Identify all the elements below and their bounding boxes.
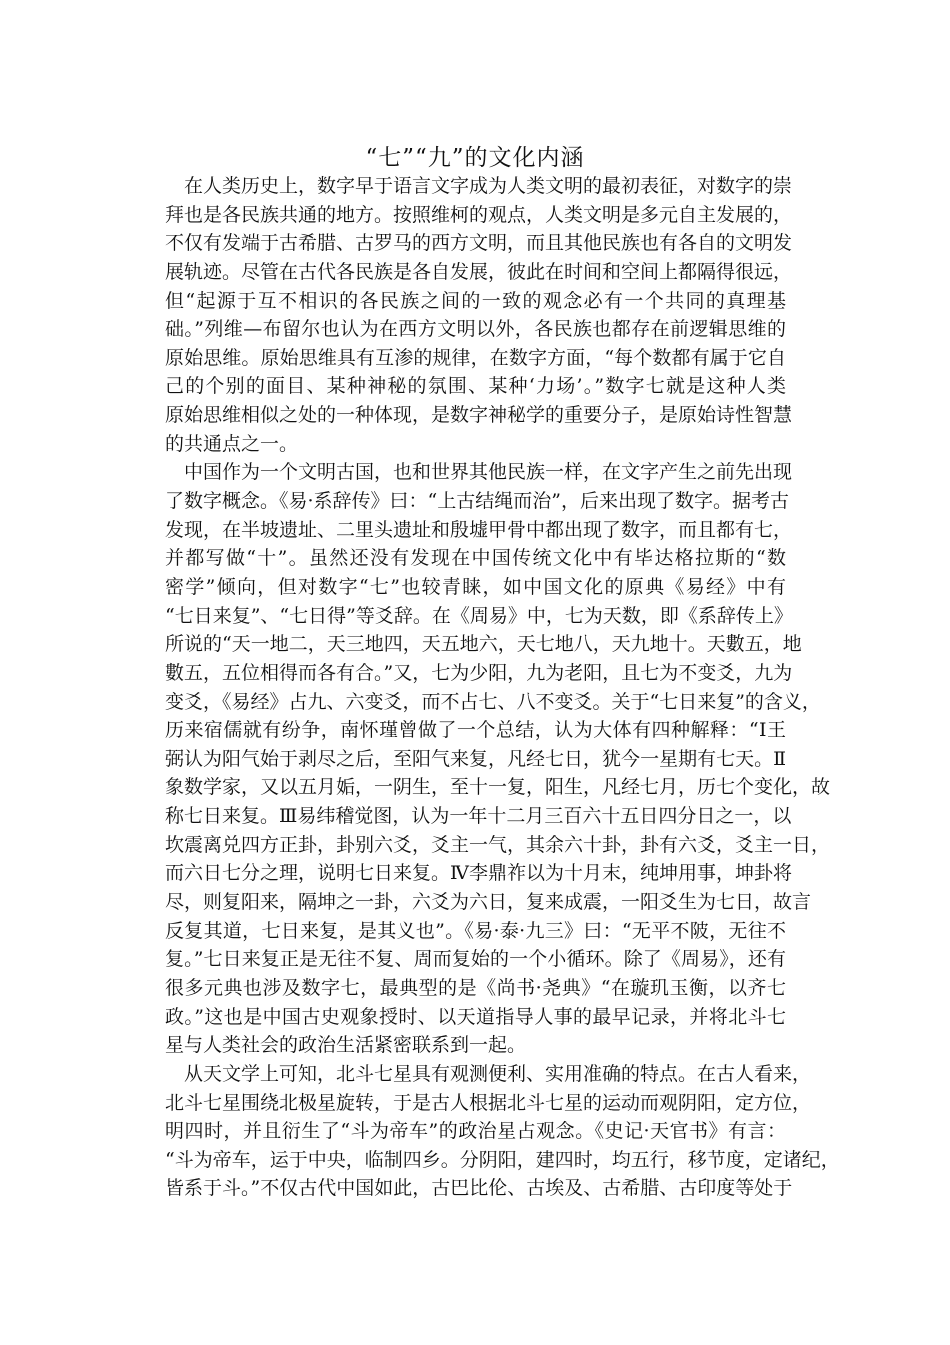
text-line: 反复其道，七日来复，是其义也”。《易·泰·九三》曰：“无平不陂，无往不 — [165, 919, 786, 942]
text-line: 密学”倾向，但对数字“七”也较青睐，如中国文化的原典《易经》中有 — [165, 575, 786, 598]
text-line: 变爻，《易经》占九、六变爻，而不占七、八不变爻。关于“七日来复”的含义， — [165, 690, 821, 713]
paragraph — [165, 1060, 840, 1203]
text-line: 數五，五位相得而各有合。”又，七为少阳，九为老阳，且七为不变爻，九为 — [165, 661, 793, 684]
paragraph — [165, 172, 793, 458]
text-line: “七日来复”、“七日得”等爻辞。在《周易》中，七为天数，即《系辞传上》 — [165, 604, 793, 627]
document-title: “七”“九”的文化内涵 — [365, 145, 585, 171]
text-line: 北斗七星围绕北极星旋转，于是古人根据北斗七星的运动而观阴阳，定方位， — [165, 1091, 812, 1114]
text-line: 弼认为阳气始于剥尽之后，至阳气来复，凡经七日，犹今一星期有七天。Ⅱ — [165, 747, 786, 770]
text-line: 坎震离兑四方正卦，卦别六爻，爻主一气，其余六十卦，卦有六爻，爻主一日， — [165, 833, 831, 856]
text-line: 原始思维相似之处的一种体现，是数字神秘学的重要分子，是原始诗性智慧 — [165, 404, 793, 427]
document-body — [165, 172, 840, 1203]
text-line: 展轨迹。尽管在古代各民族是各自发展，彼此在时间和空间上都隔得很远， — [165, 260, 793, 283]
text-line: 历来宿儒就有纷争，南怀瑾曾做了一个总结，认为大体有四种解释：“Ⅰ王 — [165, 719, 786, 742]
text-line: 了数字概念。《易·系辞传》曰：“上古结绳而治”，后来出现了数字。据考古 — [165, 490, 789, 513]
text-line: 在人类历史上，数字早于语言文字成为人类文明的最初表征，对数字的崇 — [165, 175, 793, 197]
text-line: “斗为帝车，运于中央，临制四乡。分阴阳，建四时，均五行，移节度，定诸纪， — [165, 1148, 840, 1171]
text-line: 称七日来复。Ⅲ易纬稽觉图，认为一年十二月三百六十五日四分日之一，以 — [165, 805, 792, 828]
text-line: 并都写做“十”。虽然还没有发现在中国传统文化中有毕达格拉斯的“数 — [165, 547, 786, 570]
text-line: 础。”列维—布留尔也认为在西方文明以外，各民族也都存在前逻辑思维的 — [165, 318, 786, 341]
text-line: 的共通点之一。 — [165, 432, 299, 455]
text-line: 明四时，并且衍生了“斗为帝车”的政治星占观念。《史记·天官书》有言： — [165, 1120, 786, 1143]
text-line: 星与人类社会的政治生活紧密联系到一起。 — [165, 1034, 527, 1057]
text-line: 但“起源于互不相识的各民族之间的一致的观念必有一个共同的真理基 — [165, 289, 786, 312]
text-line: 很多元典也涉及数字七，最典型的是《尚书·尧典》“在璇玑玉衡，以齐七 — [165, 976, 786, 999]
text-line: 复。”七日来复正是无往不复、周而复始的一个小循环。除了《周易》，还有 — [165, 948, 786, 971]
text-line: 不仅有发端于古希腊、古罗马的西方文明，而且其他民族也有各自的文明发 — [165, 232, 793, 255]
text-line: 原始思维。原始思维具有互渗的规律，在数字方面，“每个数都有属于它自 — [165, 346, 786, 369]
text-line: 中国作为一个文明古国，也和世界其他民族一样，在文字产生之前先出现 — [165, 461, 793, 484]
text-line: 所说的“天一地二，天三地四，天五地六，天七地八，天九地十。天數五，地 — [165, 633, 802, 656]
text-line: 己的个别的面目、某种神秘的氛围、某种‘力场’。”数字七就是这种人类 — [165, 375, 786, 398]
paragraph — [165, 458, 831, 1059]
text-line: 从天文学上可知，北斗七星具有观测便利、实用准确的特点。在古人看来， — [165, 1062, 812, 1085]
text-line: 发现，在半坡遗址、二里头遗址和殷墟甲骨中都出现了数字，而且都有七， — [165, 518, 793, 541]
text-line: 皆系于斗。”不仅古代中国如此，古巴比伦、古埃及、古希腊、古印度等处于 — [165, 1177, 793, 1200]
text-line: 象数学家，又以五月姤，一阴生，至十一复，阳生，凡经七月，历七个变化，故 — [165, 776, 831, 799]
text-line: 拜也是各民族共通的地方。按照维柯的观点，人类文明是多元自主发展的， — [165, 203, 793, 226]
text-line: 尽，则复阳来，隔坤之一卦，六爻为六日，复来成震，一阳爻生为七日，故言 — [165, 891, 812, 914]
text-line: 而六日七分之理，说明七日来复。Ⅳ李鼎祚以为十月末，纯坤用事，坤卦将 — [165, 862, 792, 885]
text-line: 政。”这也是中国古史观象授时、以天道指导人事的最早记录，并将北斗七 — [165, 1005, 786, 1028]
